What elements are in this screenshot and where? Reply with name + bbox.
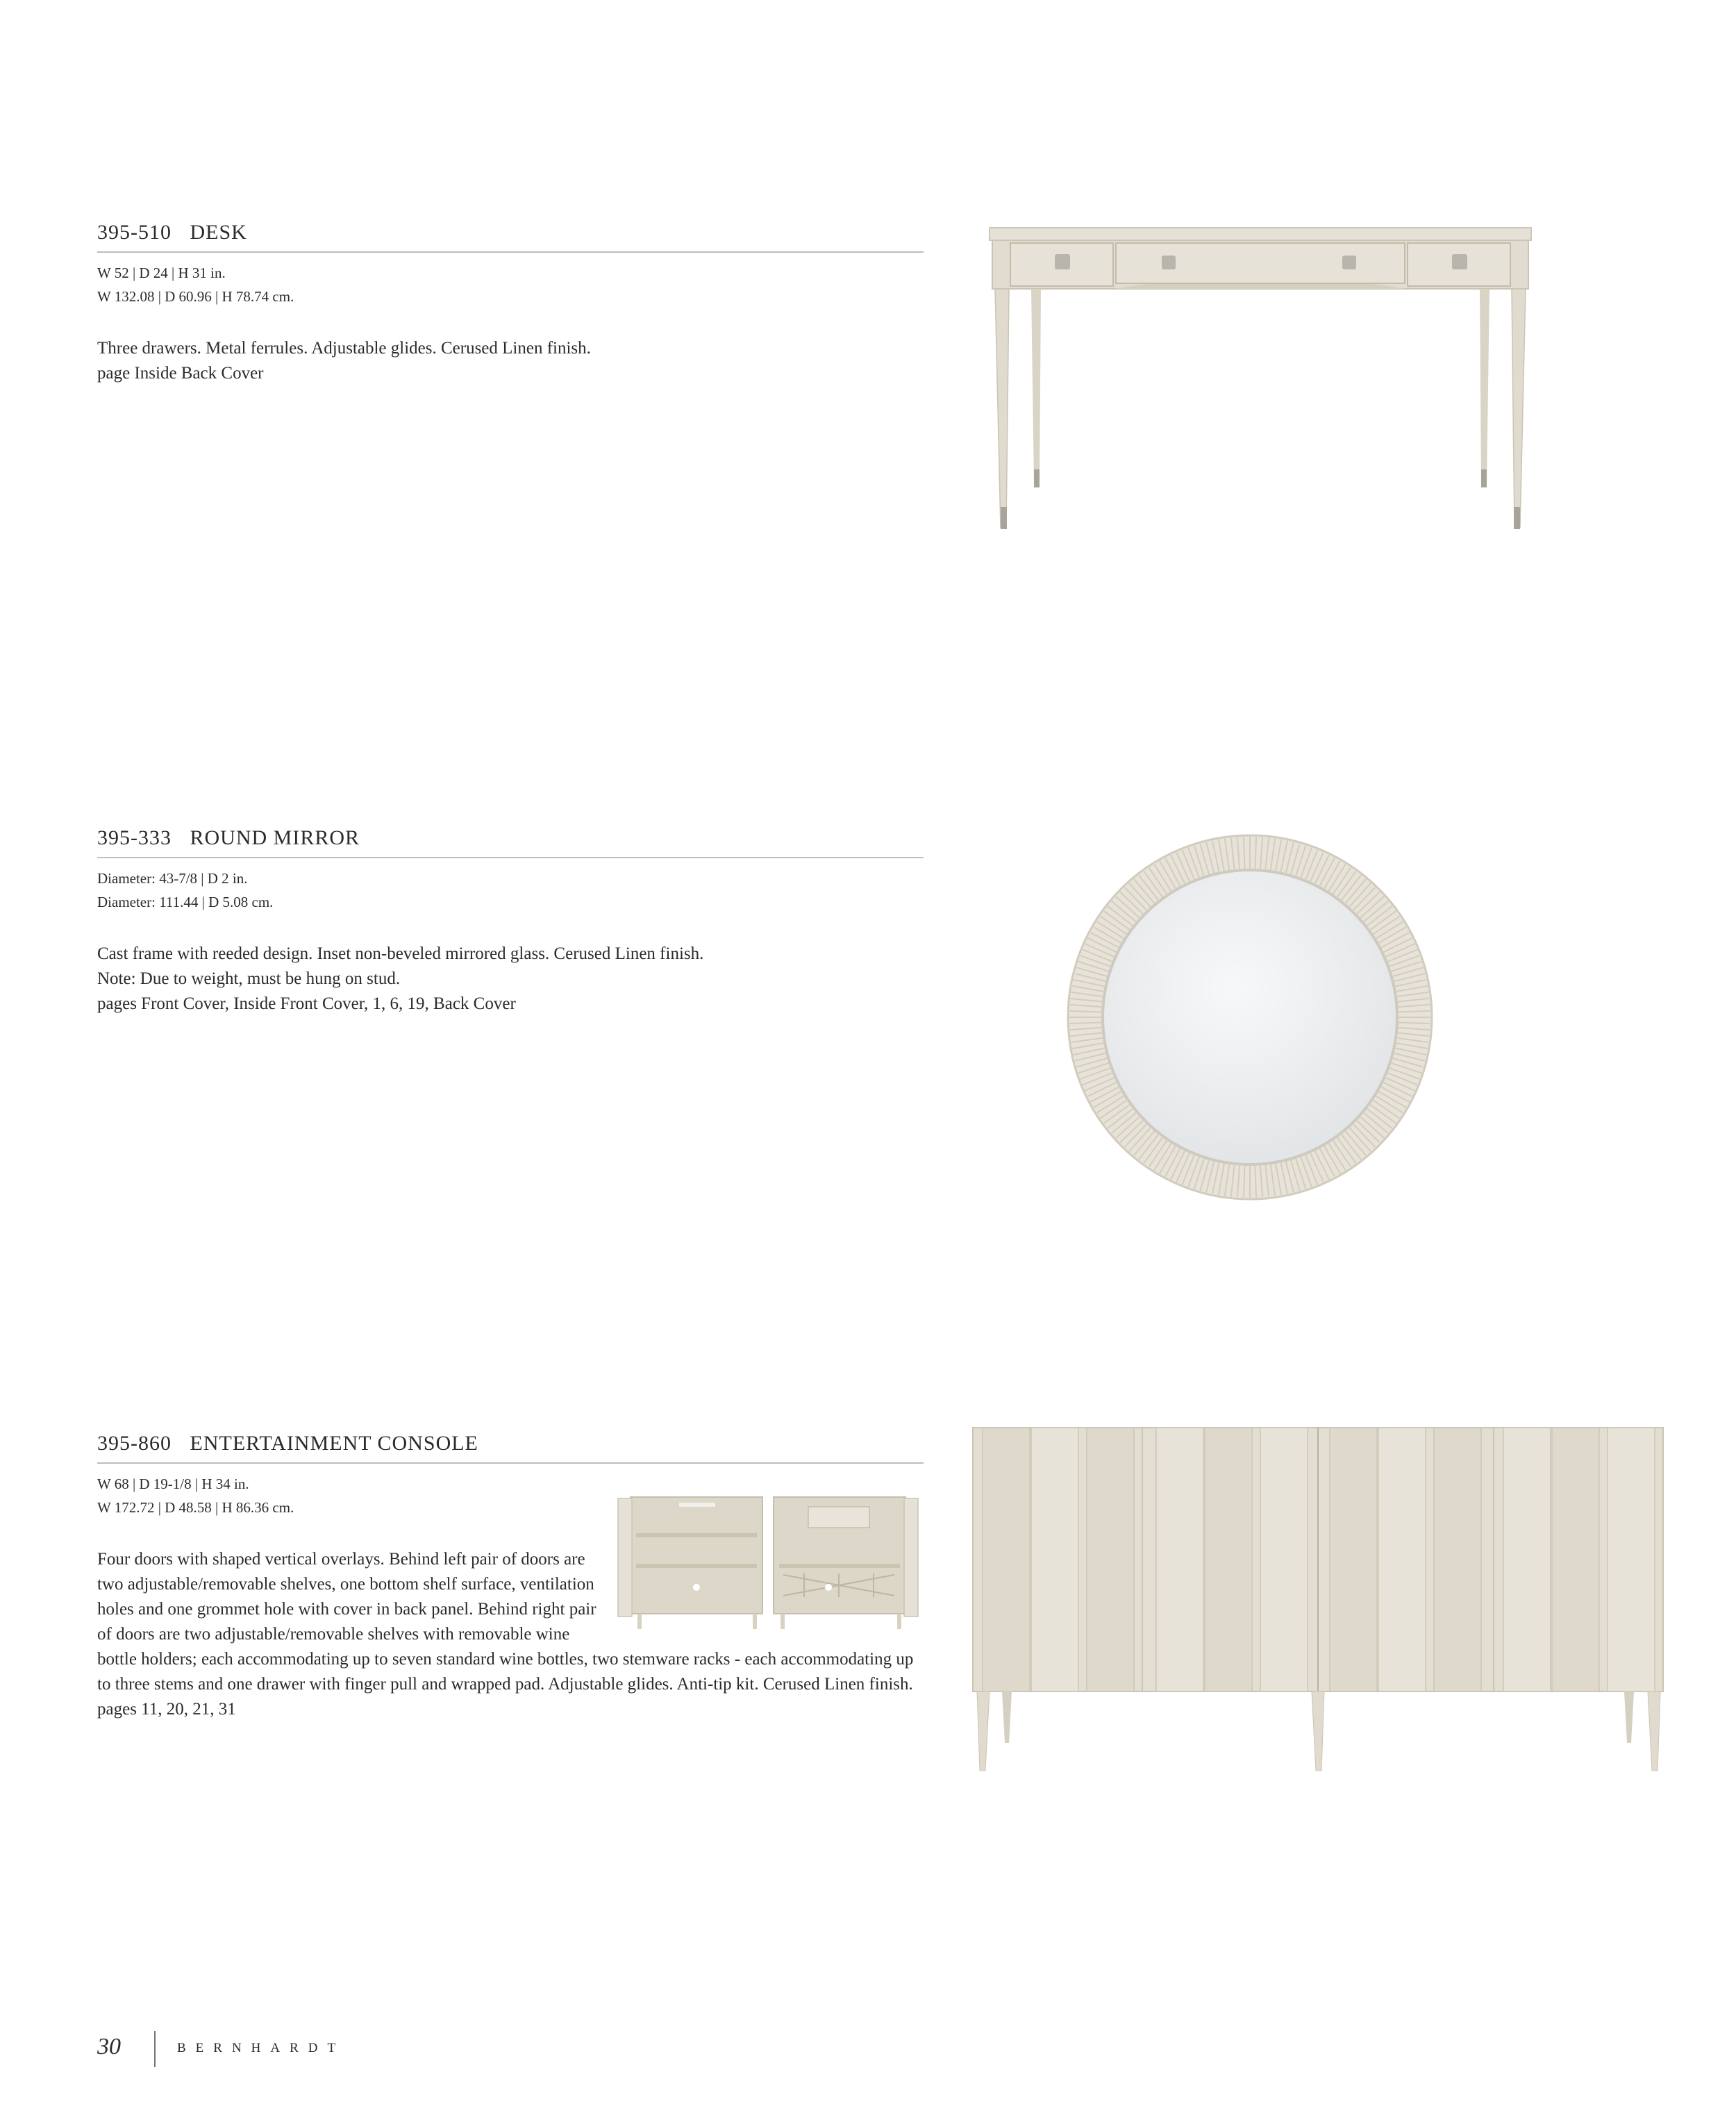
dimensions-inches: W 52 | D 24 | H 31 in. xyxy=(97,265,226,281)
product-description xyxy=(97,336,924,386)
console-photo xyxy=(969,1423,1670,1778)
product-name: ENTERTAINMENT CONSOLE xyxy=(190,1432,478,1455)
product-title xyxy=(97,826,924,858)
product-name: ROUND MIRROR xyxy=(190,826,360,849)
page-references: pages 11, 20, 21, 31 xyxy=(97,1700,236,1719)
product-desk xyxy=(97,221,924,386)
dimensions-inches: W 68 | D 19-1/8 | H 34 in. xyxy=(97,1476,249,1492)
product-dimensions xyxy=(97,867,924,914)
round-mirror-photo xyxy=(1062,812,1437,1222)
product-description xyxy=(97,1547,924,1722)
product-code: 395-333 xyxy=(97,826,172,849)
desk-photo xyxy=(983,222,1538,542)
product-note: Note: Due to weight, must be hung on stud. xyxy=(97,969,401,988)
product-title xyxy=(97,221,924,253)
page-references: pages Front Cover, Inside Front Cover, 1, 6, 19, Back Cover xyxy=(97,994,516,1013)
product-description xyxy=(97,942,924,1017)
product-round-mirror xyxy=(97,826,924,1017)
dimensions-cm: W 172.72 | D 48.58 | H 86.36 cm. xyxy=(97,1499,294,1516)
page-number: 30 xyxy=(97,2034,121,2060)
product-title xyxy=(97,1432,924,1464)
product-code: 395-510 xyxy=(97,221,172,244)
dimensions-cm: W 132.08 | D 60.96 | H 78.74 cm. xyxy=(97,288,294,305)
product-name: DESK xyxy=(190,221,247,244)
brand-logo: BERNHARDT xyxy=(177,2041,346,2055)
description-text: Four doors with shaped vertical overlays. Behind left pair of doors are two adjustable/removable shelves, one bottom shelf surface, ventilation holes and one grommet hole with cover in back panel. Behind right pair of doors are two adjustable/removable shelves with removable wine bottle holders; each accommodating up to seven standard wine bottles, two stemware racks - each accommodating up to three stems and one drawer with finger pull and wrapped pad. Adjustable glides. Anti-tip kit. Cerused Linen finish. xyxy=(97,1550,914,1694)
page-references: page Inside Back Cover xyxy=(97,364,264,383)
product-code: 395-860 xyxy=(97,1432,172,1455)
description-text: Cast frame with reeded design. Inset non-beveled mirrored glass. Cerused Linen finish. xyxy=(97,944,704,963)
product-entertainment-console xyxy=(97,1432,924,1722)
dimensions-inches: Diameter: 43-7/8 | D 2 in. xyxy=(97,870,248,887)
console-interior-photo xyxy=(617,1492,919,1630)
dimensions-cm: Diameter: 111.44 | D 5.08 cm. xyxy=(97,894,274,910)
footer-divider xyxy=(154,2031,156,2067)
description-text: Three drawers. Metal ferrules. Adjustable glides. Cerused Linen finish. xyxy=(97,339,591,358)
product-dimensions xyxy=(97,261,924,308)
